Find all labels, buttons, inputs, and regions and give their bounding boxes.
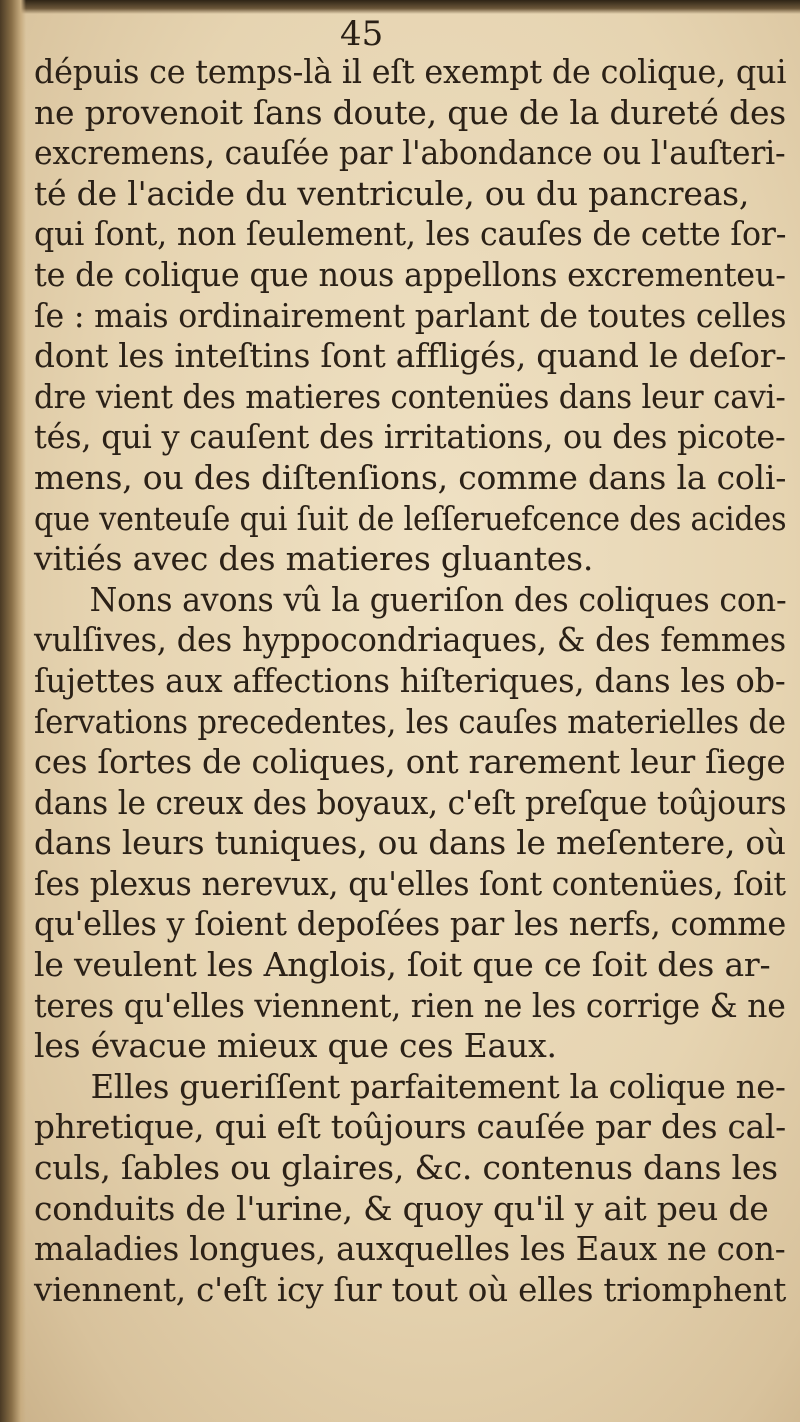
text-line: dans le creux des boyaux, c'eſt preſque toûjours bbox=[34, 782, 787, 822]
text-line: ne provenoit ſans doute, que de la dureté des bbox=[34, 92, 787, 132]
text-line: dépuis ce temps-là il eſt exempt de colique, qui bbox=[34, 52, 787, 91]
text-line: té de l'acide du ventricule, ou du pancreas, bbox=[34, 173, 750, 213]
text-line: teres qu'elles viennent, rien ne les corrige & ne bbox=[34, 985, 786, 1025]
text-line: viennent, c'eſt icy ſur tout où elles triomphent bbox=[34, 1269, 787, 1309]
text-line: dans leurs tuniques, ou dans le meſentere, où bbox=[34, 823, 786, 863]
book-spine-shadow bbox=[0, 0, 26, 1422]
page-number: 45 bbox=[340, 14, 384, 54]
text-line: Elles gueriſſent parfaitement la colique ne- bbox=[90, 1066, 786, 1106]
text-line: ces ſortes de coliques, ont rarement leur ſiege bbox=[34, 742, 786, 782]
text-line: qui ſont, non ſeulement, les cauſes de cette ſor- bbox=[34, 214, 787, 254]
paragraph-3 bbox=[34, 1067, 786, 1311]
text-line: vulſives, des hyppocondriaques, & des femmes bbox=[34, 620, 786, 660]
text-line: phretique, qui eſt toûjours cauſée par des cal- bbox=[34, 1107, 787, 1147]
text-line: mens, ou des diſtenſions, comme dans la coli- bbox=[34, 457, 787, 497]
page-top-shadow bbox=[0, 0, 800, 14]
text-line: ſes plexus nerevux, qu'elles ſont contenües, ſoit bbox=[34, 863, 786, 903]
text-line: ſujettes aux affections hiſteriques, dans les ob- bbox=[34, 660, 786, 700]
text-line: vitiés avec des matieres gluantes. bbox=[34, 539, 594, 579]
text-line: les évacue mieux que ces Eaux. bbox=[34, 1026, 557, 1066]
text-line: que venteuſe qui ſuit de leſſeruefcence des acides bbox=[34, 498, 787, 538]
text-line: qu'elles y ſoient depoſées par les nerfs, comme bbox=[34, 904, 787, 944]
text-line: le veulent les Anglois, ſoit que ce ſoit des ar- bbox=[34, 945, 771, 985]
text-line: Nons avons vû la gueriſon des coliques con- bbox=[89, 579, 787, 619]
text-line: maladies longues, auxquelles les Eaux ne con- bbox=[34, 1229, 786, 1269]
text-line: ſe : mais ordinairement parlant de toutes celles bbox=[34, 295, 787, 335]
text-line: excremens, cauſée par l'abondance ou l'auſteri- bbox=[34, 133, 786, 173]
text-line: conduits de l'urine, & quoy qu'il y ait peu de bbox=[34, 1188, 769, 1228]
text-line: tés, qui y cauſent des irritations, ou des picote- bbox=[34, 417, 786, 457]
text-line: culs, ſables ou glaires, &c. contenus dans les bbox=[34, 1148, 778, 1188]
paragraph-1 bbox=[34, 52, 786, 580]
body-text bbox=[34, 52, 786, 1310]
text-line: te de colique que nous appellons excrementeu- bbox=[34, 254, 786, 294]
text-line: dont les inteſtins ſont affligés, quand le deſor- bbox=[34, 336, 787, 376]
text-line: ſervations precedentes, les cauſes materielles de bbox=[34, 701, 786, 741]
paragraph-2 bbox=[34, 580, 786, 1067]
text-line: dre vient des matieres contenües dans leur cavi- bbox=[34, 376, 786, 416]
